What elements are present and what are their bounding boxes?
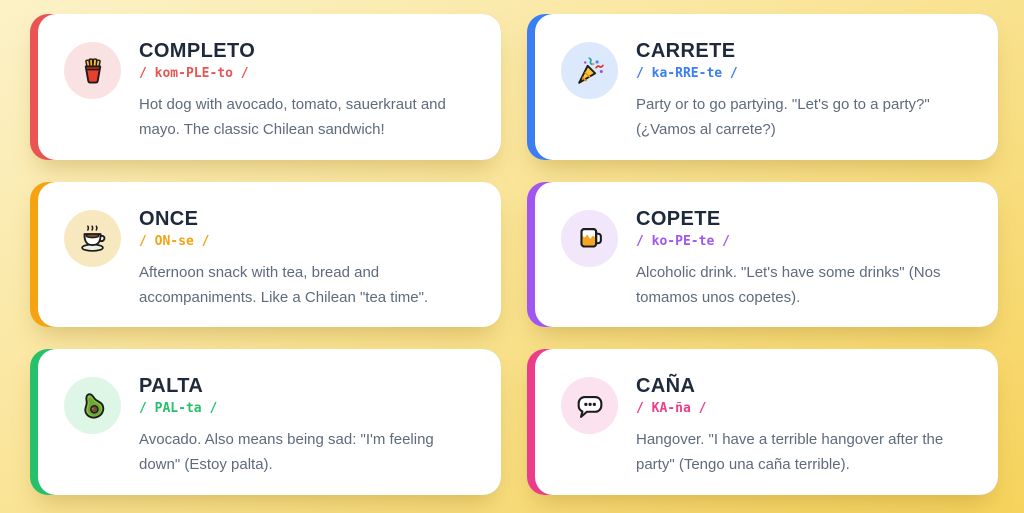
icon-circle <box>64 42 121 99</box>
definition: Afternoon snack with tea, bread and accompaniments. Like a Chilean "tea time". <box>139 263 429 306</box>
card-text <box>636 40 976 142</box>
card-text <box>139 208 479 310</box>
card-body <box>535 182 998 328</box>
card-body <box>535 349 998 495</box>
card-text <box>636 375 976 477</box>
slang-word: CARRETE <box>636 40 736 62</box>
speech-bubble-icon <box>573 389 607 423</box>
pronunciation: / ko-PE-te / <box>636 233 730 249</box>
pronunciation: / PAL-ta / <box>139 401 218 417</box>
fries-icon <box>76 54 110 88</box>
card-body <box>38 182 501 328</box>
card-body <box>38 14 501 160</box>
icon-circle <box>561 377 618 434</box>
pronunciation: / ON-se / <box>139 233 210 249</box>
card-completo <box>30 14 501 160</box>
icon-circle <box>561 210 618 267</box>
slang-card-grid <box>30 14 998 495</box>
definition: Party or to go partying. "Let's go to a party?" (¿Vamos al carrete?) <box>636 96 930 138</box>
definition: Hangover. "I have a terrible hangover after the party" (Tengo una caña terrible). <box>636 431 944 474</box>
party-popper-icon <box>573 54 607 88</box>
definition: Alcoholic drink. "Let's have some drinks" (Nos tomamos unos copetes). <box>636 263 941 306</box>
pronunciation: / ka-RRE-te / <box>636 66 738 81</box>
pronunciation: / kom-PLE-to / <box>139 66 249 81</box>
icon-circle <box>64 210 121 267</box>
definition: Hot dog with avocado, tomato, sauerkraut and mayo. The classic Chilean sandwich! <box>139 96 446 138</box>
beer-mug-icon <box>573 221 607 255</box>
card-text <box>139 40 479 142</box>
pronunciation: / KA-ña / <box>636 401 707 417</box>
card-text <box>636 208 976 310</box>
card-body <box>38 349 501 495</box>
card-body <box>535 14 998 160</box>
slang-word: COMPLETO <box>139 40 256 62</box>
teacup-icon <box>76 221 110 255</box>
card-carrete <box>527 14 998 160</box>
card-text <box>139 375 479 477</box>
definition: Avocado. Also means being sad: "I'm feeling down" (Estoy palta). <box>139 431 434 474</box>
slang-word: COPETE <box>636 207 721 230</box>
slang-word: CAÑA <box>636 375 696 398</box>
slang-word: PALTA <box>139 375 204 398</box>
avocado-icon <box>76 389 110 423</box>
icon-circle <box>561 42 618 99</box>
card-cana <box>527 349 998 495</box>
icon-circle <box>64 377 121 434</box>
card-copete <box>527 182 998 328</box>
card-palta <box>30 349 501 495</box>
card-once <box>30 182 501 328</box>
slang-word: ONCE <box>139 207 199 230</box>
